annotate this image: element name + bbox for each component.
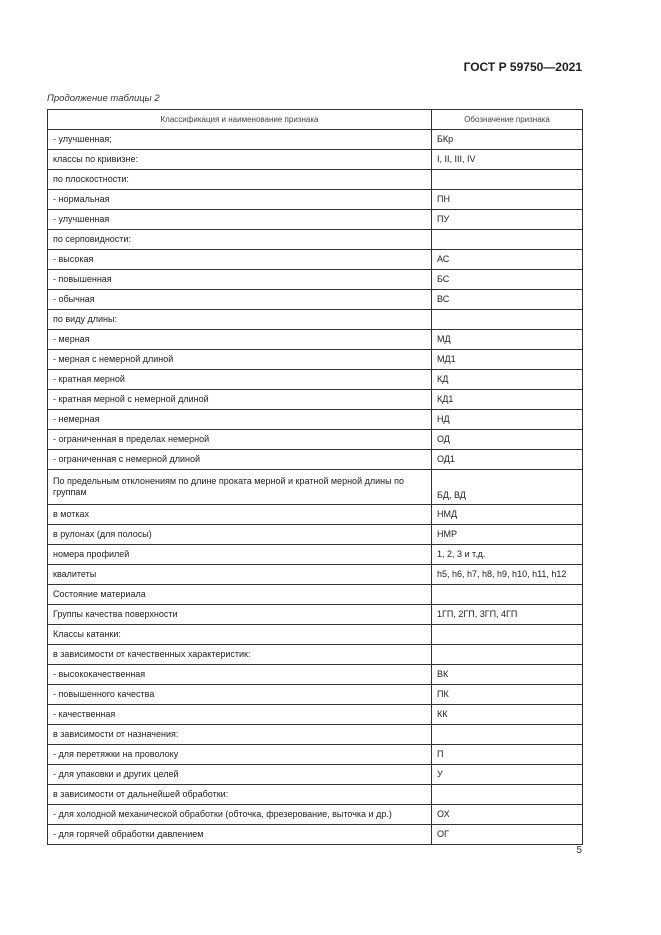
designation-cell: ПУ xyxy=(432,210,583,230)
designation-cell: ВК xyxy=(432,665,583,685)
classification-cell: в зависимости от качественных характеристик: xyxy=(48,645,432,665)
table-body xyxy=(48,130,583,845)
table-row xyxy=(48,290,583,310)
designation-cell: КК xyxy=(432,705,583,725)
table-row xyxy=(48,645,583,665)
designation-cell: ОД1 xyxy=(432,450,583,470)
classification-cell: в мотках xyxy=(48,505,432,525)
classification-cell: классы по кривизне: xyxy=(48,150,432,170)
table-row xyxy=(48,825,583,845)
designation-cell: ОД xyxy=(432,430,583,450)
table-row xyxy=(48,785,583,805)
designation-cell xyxy=(432,230,583,250)
table-row xyxy=(48,350,583,370)
classification-cell: в рулонах (для полосы) xyxy=(48,525,432,545)
designation-cell: МД xyxy=(432,330,583,350)
designation-cell xyxy=(432,645,583,665)
table-caption: Продолжение таблицы 2 xyxy=(47,93,160,104)
classification-cell: - для холодной механической обработки (обточка, фрезерование, выточка и др.) xyxy=(48,805,432,825)
table-row xyxy=(48,390,583,410)
classification-cell: - качественная xyxy=(48,705,432,725)
table-row xyxy=(48,805,583,825)
table-row xyxy=(48,430,583,450)
classification-cell: - немерная xyxy=(48,410,432,430)
table-row xyxy=(48,230,583,250)
table-row xyxy=(48,505,583,525)
table-row xyxy=(48,725,583,745)
designation-cell: БД, ВД xyxy=(432,470,583,505)
designation-cell: У xyxy=(432,765,583,785)
classification-cell: - высококачественная xyxy=(48,665,432,685)
designation-cell: НМД xyxy=(432,505,583,525)
designation-cell: НМР xyxy=(432,525,583,545)
classification-cell: - улучшенная; xyxy=(48,130,432,150)
designation-cell: КД1 xyxy=(432,390,583,410)
classification-cell: - кратная мерной с немерной длиной xyxy=(48,390,432,410)
designation-cell: ОГ xyxy=(432,825,583,845)
designation-cell xyxy=(432,585,583,605)
classification-cell: по виду длины: xyxy=(48,310,432,330)
table-row xyxy=(48,470,583,505)
classification-cell: - обычная xyxy=(48,290,432,310)
designation-cell: ПК xyxy=(432,685,583,705)
designation-cell: МД1 xyxy=(432,350,583,370)
designation-cell xyxy=(432,625,583,645)
table-row xyxy=(48,525,583,545)
classification-cell: - ограниченная с немерной длиной xyxy=(48,450,432,470)
table-row xyxy=(48,450,583,470)
designation-cell: ВС xyxy=(432,290,583,310)
classification-cell: Классы катанки: xyxy=(48,625,432,645)
classification-table xyxy=(47,109,583,845)
table-row xyxy=(48,565,583,585)
table-header-row xyxy=(48,110,583,130)
table-row xyxy=(48,130,583,150)
table-row xyxy=(48,585,583,605)
designation-cell: 1, 2, 3 и т.д. xyxy=(432,545,583,565)
column-header-designation: Обозначение признака xyxy=(432,110,583,130)
table-row xyxy=(48,745,583,765)
table-row xyxy=(48,270,583,290)
page-number: 5 xyxy=(576,845,582,856)
designation-cell: h5, h6, h7, h8, h9, h10, h11, h12 xyxy=(432,565,583,585)
table-row xyxy=(48,625,583,645)
table-row xyxy=(48,310,583,330)
classification-cell: по серповидности: xyxy=(48,230,432,250)
classification-cell: - для горячей обработки давлением xyxy=(48,825,432,845)
classification-cell: - высокая xyxy=(48,250,432,270)
table-row xyxy=(48,705,583,725)
classification-cell: по плоскостности: xyxy=(48,170,432,190)
classification-cell: в зависимости от назначения: xyxy=(48,725,432,745)
table-row xyxy=(48,665,583,685)
designation-cell: БКр xyxy=(432,130,583,150)
table-row xyxy=(48,250,583,270)
designation-cell: 1ГП, 2ГП, 3ГП, 4ГП xyxy=(432,605,583,625)
designation-cell xyxy=(432,310,583,330)
table-row xyxy=(48,545,583,565)
classification-cell: квалитеты xyxy=(48,565,432,585)
table-row xyxy=(48,210,583,230)
table-row xyxy=(48,330,583,350)
classification-cell: - повышенная xyxy=(48,270,432,290)
classification-cell: - ограниченная в пределах немерной xyxy=(48,430,432,450)
designation-cell xyxy=(432,170,583,190)
column-header-classification: Классификация и наименование признака xyxy=(48,110,432,130)
table-row xyxy=(48,410,583,430)
classification-cell: в зависимости от дальнейшей обработки: xyxy=(48,785,432,805)
standard-code: ГОСТ Р 59750—2021 xyxy=(463,60,582,74)
table-row xyxy=(48,190,583,210)
designation-cell xyxy=(432,785,583,805)
classification-cell: номера профилей xyxy=(48,545,432,565)
designation-cell: НД xyxy=(432,410,583,430)
classification-cell: - улучшенная xyxy=(48,210,432,230)
designation-cell: П xyxy=(432,745,583,765)
designation-cell xyxy=(432,725,583,745)
classification-cell: Состояние материала xyxy=(48,585,432,605)
classification-cell: - нормальная xyxy=(48,190,432,210)
table-row xyxy=(48,765,583,785)
classification-cell: Группы качества поверхности xyxy=(48,605,432,625)
table-row xyxy=(48,685,583,705)
classification-cell: - мерная с немерной длиной xyxy=(48,350,432,370)
designation-cell: КД xyxy=(432,370,583,390)
classification-cell: - кратная мерной xyxy=(48,370,432,390)
designation-cell: АС xyxy=(432,250,583,270)
classification-cell: - мерная xyxy=(48,330,432,350)
designation-cell: I, II, III, IV xyxy=(432,150,583,170)
table-row xyxy=(48,170,583,190)
classification-cell: - для перетяжки на проволоку xyxy=(48,745,432,765)
classification-cell: - повышенного качества xyxy=(48,685,432,705)
designation-cell: ОХ xyxy=(432,805,583,825)
designation-cell: БС xyxy=(432,270,583,290)
table-row xyxy=(48,150,583,170)
classification-cell: По предельным отклонениям по длине проката мерной и кратной мерной длины по группам xyxy=(48,470,432,505)
table-row xyxy=(48,370,583,390)
classification-cell: - для упаковки и других целей xyxy=(48,765,432,785)
designation-cell: ПН xyxy=(432,190,583,210)
table-row xyxy=(48,605,583,625)
